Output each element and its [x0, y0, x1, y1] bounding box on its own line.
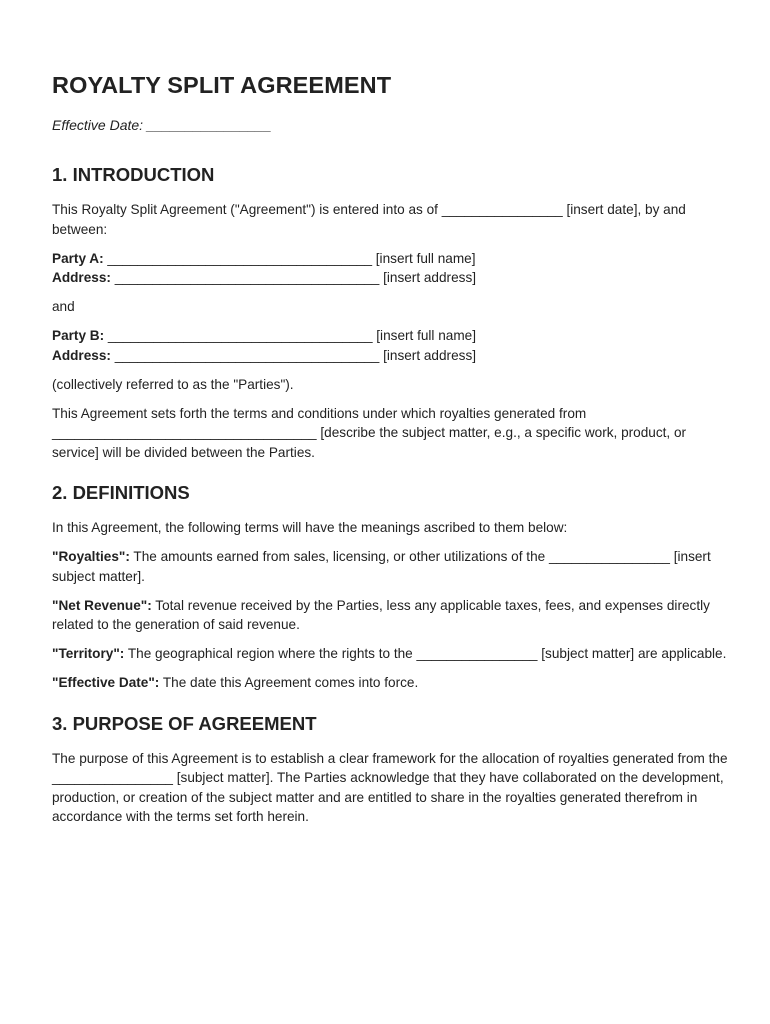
definition-effective-date [52, 673, 730, 693]
definition-term: "Effective Date": [52, 675, 160, 690]
address-a-line [52, 268, 730, 288]
party-b-value: ___________________________________ [insert full name] [104, 328, 477, 343]
address-b-value: ___________________________________ [insert address] [110, 347, 477, 363]
definition-territory [52, 644, 730, 664]
section-introduction [52, 164, 730, 462]
definition-term: "Royalties": [52, 549, 130, 564]
party-a-label: Party A: [52, 250, 104, 266]
section-purpose [52, 713, 730, 827]
effective-date-line: Effective Date: ________________ [52, 117, 272, 133]
party-a-line [52, 249, 730, 269]
party-b-label: Party B: [52, 328, 105, 343]
definition-text: Total revenue received by the Parties, less any applicable taxes, fees, and expenses directly related to the generation of said revenue. [52, 597, 710, 632]
party-b-line [52, 326, 730, 346]
section-heading: 3. PURPOSE OF AGREEMENT [52, 712, 317, 734]
definition-net-revenue [52, 596, 730, 635]
collectively-text: (collectively referred to as the "Parties"). [52, 376, 294, 392]
document-title: ROYALTY SPLIT AGREEMENT [52, 72, 392, 98]
intro-paragraph: This Royalty Split Agreement ("Agreement") is entered into as of ________________ [insert date], by and between: [52, 202, 686, 237]
address-b-label: Address: [52, 347, 111, 363]
and-text: and [52, 299, 75, 314]
section-heading: 2. DEFINITIONS [52, 482, 190, 503]
party-a-value: ___________________________________ [insert full name] [103, 250, 476, 266]
section-definitions [52, 482, 730, 693]
scope-paragraph: This Agreement sets forth the terms and conditions under which royalties generated from ___________________________________ [describe the subject matter, e.g., a specific work, product, or service] will be divided between the Parties. [52, 405, 687, 460]
address-a-label: Address: [52, 270, 111, 285]
definitions-intro: In this Agreement, the following terms will have the meanings ascribed to them below: [52, 520, 568, 535]
address-a-value: ___________________________________ [insert address] [110, 270, 477, 285]
address-b-line [52, 346, 730, 366]
definition-text: The geographical region where the rights to the ________________ [subject matter] are applicable. [124, 646, 727, 661]
definition-term: "Net Revenue": [52, 597, 152, 613]
definition-text: The date this Agreement comes into force. [159, 675, 419, 690]
definition-royalties [52, 547, 730, 586]
purpose-paragraph: The purpose of this Agreement is to establish a clear framework for the allocation of royalties generated from the ________________ [subject matter]. The Parties acknowledge that they have collaborated on the development, production, or creation of the subject matter and are entitled to share in the royalties generated therefrom in accordance with the terms set forth herein. [52, 750, 728, 824]
section-heading: 1. INTRODUCTION [52, 164, 215, 185]
definition-text: The amounts earned from sales, licensing, or other utilizations of the ________________ [insert subject matter]. [52, 549, 711, 584]
definition-term: "Territory": [52, 646, 125, 661]
